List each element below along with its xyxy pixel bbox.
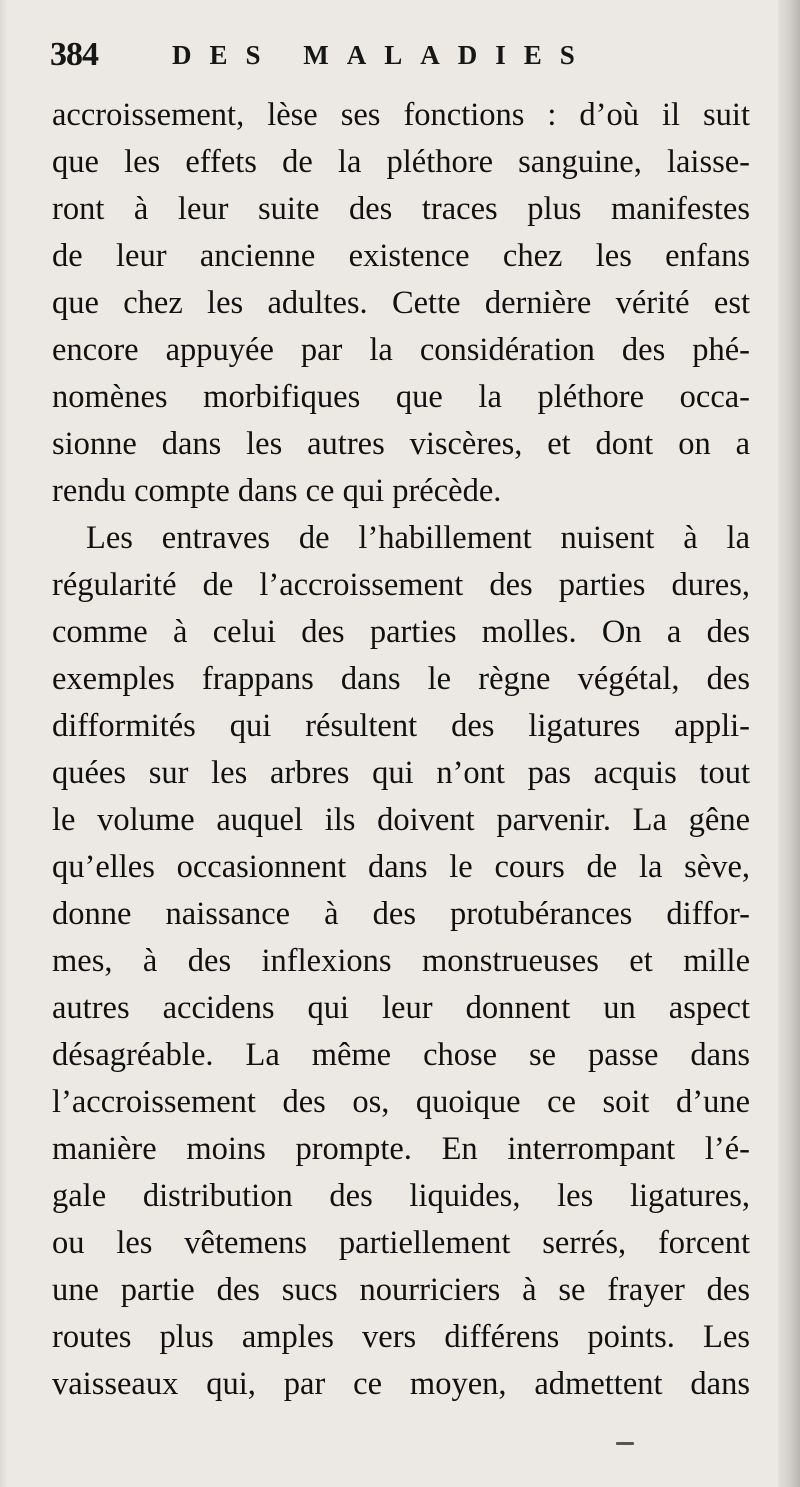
text-line: donne naissance à des protubérances diffor- bbox=[52, 896, 750, 932]
text-line: manière moins prompte. En interrompant l’é- bbox=[52, 1131, 750, 1167]
text-line: vaisseaux qui, par ce moyen, admettent dans bbox=[52, 1366, 750, 1402]
running-head bbox=[50, 32, 750, 82]
print-mark bbox=[616, 1442, 634, 1445]
paragraph-last-line: rendu compte dans ce qui précède. bbox=[52, 473, 502, 509]
text-line: ou les vêtemens partiellement serrés, forcent bbox=[52, 1225, 750, 1261]
text-line: exemples frappans dans le règne végétal, des bbox=[52, 661, 750, 697]
text-line: comme à celui des parties molles. On a des bbox=[52, 614, 750, 650]
text-line: ront à leur suite des traces plus manifestes bbox=[52, 191, 750, 227]
paragraph-first-line: Les entraves de l’habillement nuisent à la bbox=[86, 520, 750, 556]
text-line: l’accroissement des os, quoique ce soit d’une bbox=[52, 1084, 750, 1120]
text-line: qu’elles occasionnent dans le cours de la sève, bbox=[52, 849, 750, 885]
text-line: difformités qui résultent des ligatures appli- bbox=[52, 708, 750, 744]
page-left-edge bbox=[0, 0, 8, 1487]
text-line: accroissement, lèse ses fonctions : d’où il suit bbox=[52, 97, 750, 133]
text-line: désagréable. La même chose se passe dans bbox=[52, 1037, 750, 1073]
text-line: mes, à des inflexions monstrueuses et mille bbox=[52, 943, 750, 979]
running-title: DES MALADIES bbox=[172, 40, 593, 70]
text-line: de leur ancienne existence chez les enfans bbox=[52, 238, 750, 274]
text-line: sionne dans les autres viscères, et dont on a bbox=[52, 426, 750, 462]
page-right-edge bbox=[778, 0, 800, 1487]
text-line: routes plus amples vers différens points. Les bbox=[52, 1319, 750, 1355]
text-line: autres accidens qui leur donnent un aspect bbox=[52, 990, 750, 1026]
text-line: une partie des sucs nourriciers à se frayer des bbox=[52, 1272, 750, 1308]
text-line: que chez les adultes. Cette dernière vérité est bbox=[52, 285, 750, 321]
text-line: que les effets de la pléthore sanguine, laisse- bbox=[52, 144, 750, 180]
text-line: le volume auquel ils doivent parvenir. La gêne bbox=[52, 802, 750, 838]
text-line: nomènes morbifiques que la pléthore occa- bbox=[52, 379, 750, 415]
body-text bbox=[52, 92, 750, 1408]
text-line: quées sur les arbres qui n’ont pas acquis tout bbox=[52, 755, 750, 791]
text-line: gale distribution des liquides, les ligatures, bbox=[52, 1178, 750, 1214]
text-line: encore appuyée par la considération des phé- bbox=[52, 332, 750, 368]
text-line: régularité de l’accroissement des parties dures, bbox=[52, 567, 750, 603]
page-number: 384 bbox=[50, 36, 98, 73]
